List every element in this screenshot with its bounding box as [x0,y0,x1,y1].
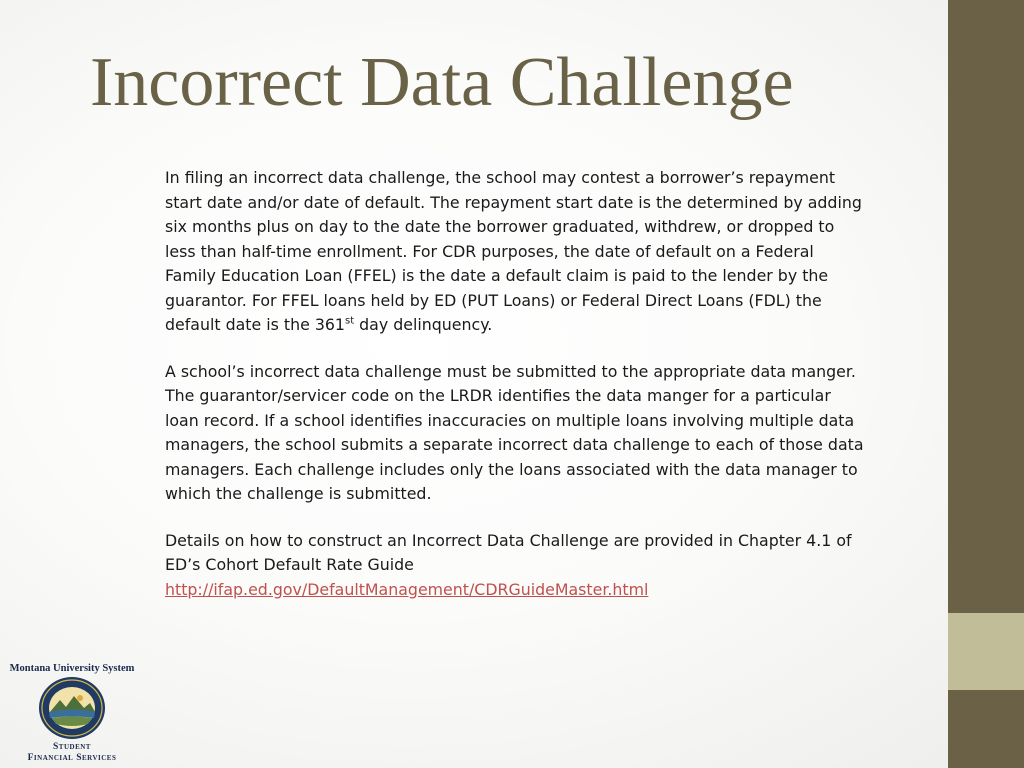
paragraph-repayment-dates [165,166,865,338]
department-name [6,742,138,764]
logo-block [6,662,138,764]
state-seal-icon [34,674,110,742]
department-line-2: Financial Services [27,753,117,763]
paragraph-data-manager: A school’s incorrect data challenge must be submitted to the appropriate data manger. The guarantor/servicer code on the LRDR identifies the data manger for a particular loan record. If a school identifies inaccuracies on multiple loans involving multiple data managers, the school submits a separate incorrect data challenge to each of those data managers. Each challenge includes only the loans associated with the data manager to which the challenge is submitted. [165,361,864,503]
org-name: Montana University System [9,663,135,674]
department-line-1: Student [53,742,91,752]
paragraph-3-text: Details on how to construct an Incorrect Data Challenge are provided in Chapter 4.1 of ED’s Cohort Default Rate Guide [165,530,852,574]
ordinal-superscript: st [344,315,355,327]
slide-title: Incorrect Data Challenge [90,44,794,121]
sidebar-accent-band [948,613,1024,690]
cdr-guide-link[interactable]: http://ifap.ed.gov/DefaultManagement/CDRGuideMaster.html [165,579,649,599]
right-sidebar-bar [948,0,1024,768]
paragraph-1-ending: day delinquency. [354,315,493,334]
paragraph-cdr-guide [165,529,865,603]
slide-body [165,166,865,602]
paragraph-1-text: In filing an incorrect data challenge, the school may contest a borrower’s repayment start date and/or date of default. The repayment start date is the determined by adding six months plus on day to the date the borrower graduated, withdrew, or dropped to less than half-time enrollment. For CDR purposes, the date of default on a Federal Family Education Loan (FFEL) is the date a default claim is paid to the lender by the guarantor. For FFEL loans held by ED (PUT Loans) or Federal Direct Loans (FDL) the default date is the 361 [165,168,862,334]
